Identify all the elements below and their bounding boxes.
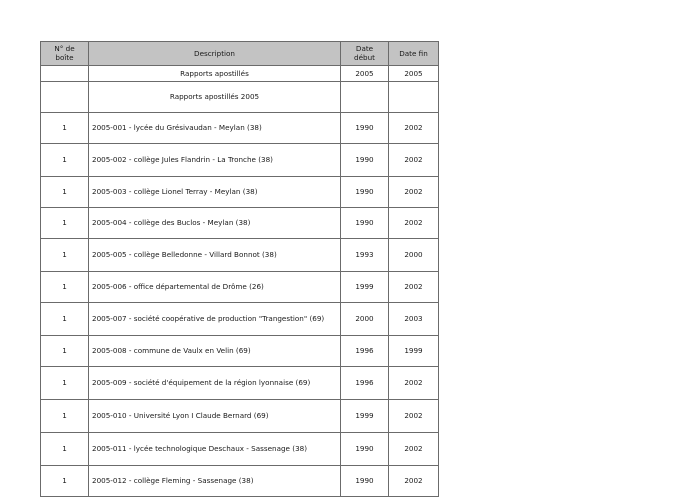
cell-description: 2005-012 - collège Fleming - Sassenage (38): [89, 465, 341, 496]
summary-date-start: 2005: [341, 65, 389, 81]
cell-description: 2005-008 - commune de Vaulx en Velin (69): [89, 335, 341, 366]
cell-description: 2005-005 - collège Belledonne - Villard Bonnot (38): [89, 238, 341, 271]
cell-box-number: 1: [41, 207, 89, 238]
cell-box-number: 1: [41, 143, 89, 176]
column-header-date-start-line2: début: [354, 53, 375, 63]
table-row-summary: [41, 65, 439, 81]
cell-date-start: 1993: [341, 238, 389, 271]
cell-date-end: 2003: [389, 302, 439, 335]
table-row-section: [41, 81, 439, 112]
column-header-date-end: Date fin: [389, 42, 439, 66]
column-header-box-line1: N° de: [54, 44, 75, 53]
cell-date-start: 1990: [341, 112, 389, 143]
cell-date-start: 1990: [341, 432, 389, 465]
cell-box-number: 1: [41, 238, 89, 271]
table-row: [41, 399, 439, 432]
cell-date-start: 1990: [341, 143, 389, 176]
section-date-start: [341, 81, 389, 112]
cell-date-end: 2002: [389, 112, 439, 143]
cell-date-end: 2002: [389, 207, 439, 238]
cell-box-number: 1: [41, 335, 89, 366]
cell-date-end: 2002: [389, 465, 439, 496]
table-row: [41, 238, 439, 271]
table-header-row: [41, 42, 439, 66]
cell-box-number: 1: [41, 366, 89, 399]
cell-date-start: 1990: [341, 176, 389, 207]
cell-date-end: 2002: [389, 432, 439, 465]
cell-description: 2005-004 - collège des Buclos - Meylan (38): [89, 207, 341, 238]
table-row: [41, 176, 439, 207]
cell-box-number: 1: [41, 302, 89, 335]
table-row: [41, 335, 439, 366]
column-header-box-line2: boîte: [55, 53, 74, 63]
cell-box-number: 1: [41, 112, 89, 143]
cell-date-start: 1996: [341, 366, 389, 399]
cell-date-start: 1996: [341, 335, 389, 366]
table-header: [41, 42, 439, 66]
cell-date-end: 1999: [389, 335, 439, 366]
cell-date-start: 1990: [341, 465, 389, 496]
cell-box-number: 1: [41, 465, 89, 496]
cell-date-end: 2000: [389, 238, 439, 271]
summary-date-end: 2005: [389, 65, 439, 81]
table-row: [41, 207, 439, 238]
cell-description: 2005-009 - société d'équipement de la région lyonnaise (69): [89, 366, 341, 399]
cell-box-number: 1: [41, 176, 89, 207]
cell-date-start: 2000: [341, 302, 389, 335]
cell-description: 2005-003 - collège Lionel Terray - Meylan (38): [89, 176, 341, 207]
cell-date-end: 2002: [389, 366, 439, 399]
column-header-date-start-line1: Date: [355, 44, 374, 53]
table-row: [41, 465, 439, 496]
cell-description: 2005-010 - Université Lyon I Claude Bernard (69): [89, 399, 341, 432]
section-description: Rapports apostillés 2005: [89, 81, 341, 112]
cell-date-start: 1999: [341, 271, 389, 302]
table-row: [41, 302, 439, 335]
cell-box-number: 1: [41, 271, 89, 302]
cell-date-start: 1999: [341, 399, 389, 432]
section-box: [41, 81, 89, 112]
cell-date-end: 2002: [389, 176, 439, 207]
cell-date-start: 1990: [341, 207, 389, 238]
table-body: [41, 65, 439, 496]
cell-description: 2005-006 - office départemental de Drôme (26): [89, 271, 341, 302]
archive-inventory-table: [40, 41, 439, 497]
section-date-end: [389, 81, 439, 112]
table-row: [41, 143, 439, 176]
summary-description: Rapports apostillés: [89, 65, 341, 81]
cell-description: 2005-007 - société coopérative de production "Trangestion" (69): [89, 302, 341, 335]
table-row: [41, 366, 439, 399]
summary-box: [41, 65, 89, 81]
cell-description: 2005-001 - lycée du Grésivaudan - Meylan (38): [89, 112, 341, 143]
cell-date-end: 2002: [389, 271, 439, 302]
cell-box-number: 1: [41, 399, 89, 432]
cell-description: 2005-002 - collège Jules Flandrin - La Tronche (38): [89, 143, 341, 176]
cell-date-end: 2002: [389, 399, 439, 432]
table-row: [41, 112, 439, 143]
column-header-date-start: [341, 42, 389, 66]
column-header-description: Description: [89, 42, 341, 66]
cell-date-end: 2002: [389, 143, 439, 176]
cell-box-number: 1: [41, 432, 89, 465]
table-row: [41, 432, 439, 465]
column-header-box: [41, 42, 89, 66]
cell-description: 2005-011 - lycée technologique Deschaux - Sassenage (38): [89, 432, 341, 465]
table-row: [41, 271, 439, 302]
